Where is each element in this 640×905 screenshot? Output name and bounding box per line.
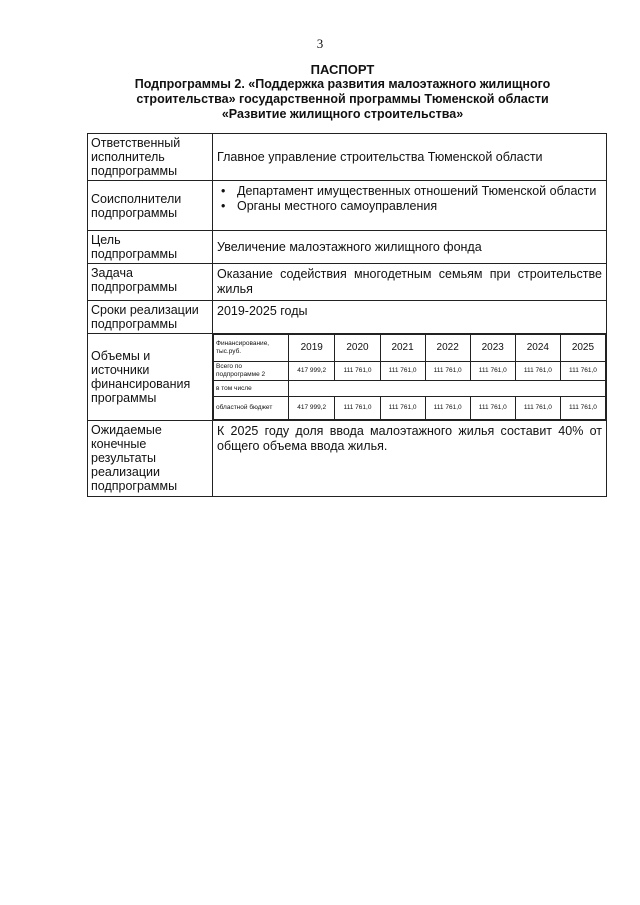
- title-line-3: строительства» государственной программы Тюменской области: [136, 92, 549, 106]
- total-label: Всего по подпрограмме 2: [214, 362, 289, 381]
- financing-cell: [213, 334, 607, 421]
- title-line-2: Подпрограммы 2. «Поддержка развития малоэтажного жилищного: [134, 77, 551, 91]
- executor-value: Главное управление строительства Тюменской области: [213, 134, 607, 181]
- total-value: 111 761,0: [335, 362, 380, 381]
- regional-value: 111 761,0: [380, 397, 425, 420]
- row-financing: [88, 334, 607, 421]
- financing-regional-row: [214, 397, 606, 420]
- row-executor: [88, 134, 607, 181]
- total-value: 111 761,0: [425, 362, 470, 381]
- page-number: 3: [316, 36, 324, 51]
- executor-label: Ответственный исполнитель подпрограммы: [88, 134, 213, 181]
- financing-total-row: [214, 362, 606, 381]
- year-cell: 2025: [560, 335, 605, 362]
- year-cell: 2021: [380, 335, 425, 362]
- goal-value: Увеличение малоэтажного жилищного фонда: [213, 231, 607, 264]
- co-executors-label: Соисполнители подпрограммы: [88, 181, 213, 231]
- financing-label: Объемы и источники финансирования программы: [88, 334, 213, 421]
- row-task: [88, 264, 607, 301]
- financing-including-row: [214, 381, 606, 397]
- row-results: [88, 421, 607, 497]
- goal-label: Цель подпрограммы: [88, 231, 213, 264]
- list-item: • Органы местного самоуправления: [237, 199, 602, 214]
- terms-label: Сроки реализации подпрограммы: [88, 301, 213, 334]
- regional-label: областной бюджет: [214, 397, 289, 420]
- year-cell: 2020: [335, 335, 380, 362]
- regional-value: 111 761,0: [335, 397, 380, 420]
- terms-value: 2019-2025 годы: [213, 301, 607, 334]
- task-value: Оказание содействия многодетным семьям при строительстве жилья: [213, 264, 607, 301]
- results-label: Ожидаемые конечные результаты реализации подпрограммы: [88, 421, 213, 497]
- results-value: К 2025 году доля ввода малоэтажного жилья составит 40% от общего объема ввода жилья.: [213, 421, 607, 497]
- regional-value: 417 999,2: [289, 397, 335, 420]
- task-label: Задача подпрограммы: [88, 264, 213, 301]
- passport-table: [87, 133, 607, 497]
- title-passport: ПАСПОРТ: [310, 62, 375, 77]
- year-cell: 2022: [425, 335, 470, 362]
- total-value: 417 999,2: [289, 362, 335, 381]
- document-title: [90, 62, 595, 122]
- co-executors-list: [217, 184, 602, 214]
- including-label: в том числе: [214, 381, 289, 397]
- financing-header-row: [214, 335, 606, 362]
- total-value: 111 761,0: [560, 362, 605, 381]
- including-empty: [289, 381, 606, 397]
- regional-value: 111 761,0: [470, 397, 515, 420]
- total-value: 111 761,0: [515, 362, 560, 381]
- regional-value: 111 761,0: [560, 397, 605, 420]
- row-terms: [88, 301, 607, 334]
- financing-header-label: Финансирование, тыс.руб.: [214, 335, 289, 362]
- year-cell: 2023: [470, 335, 515, 362]
- total-value: 111 761,0: [380, 362, 425, 381]
- financing-table: [213, 334, 606, 420]
- year-cell: 2019: [289, 335, 335, 362]
- co-executors-value: [213, 181, 607, 231]
- year-cell: 2024: [515, 335, 560, 362]
- title-line-4: «Развитие жилищного строительства»: [221, 107, 464, 121]
- regional-value: 111 761,0: [425, 397, 470, 420]
- row-co-executors: [88, 181, 607, 231]
- total-value: 111 761,0: [470, 362, 515, 381]
- list-item: • Департамент имущественных отношений Тюменской области: [237, 184, 602, 199]
- regional-value: 111 761,0: [515, 397, 560, 420]
- row-goal: [88, 231, 607, 264]
